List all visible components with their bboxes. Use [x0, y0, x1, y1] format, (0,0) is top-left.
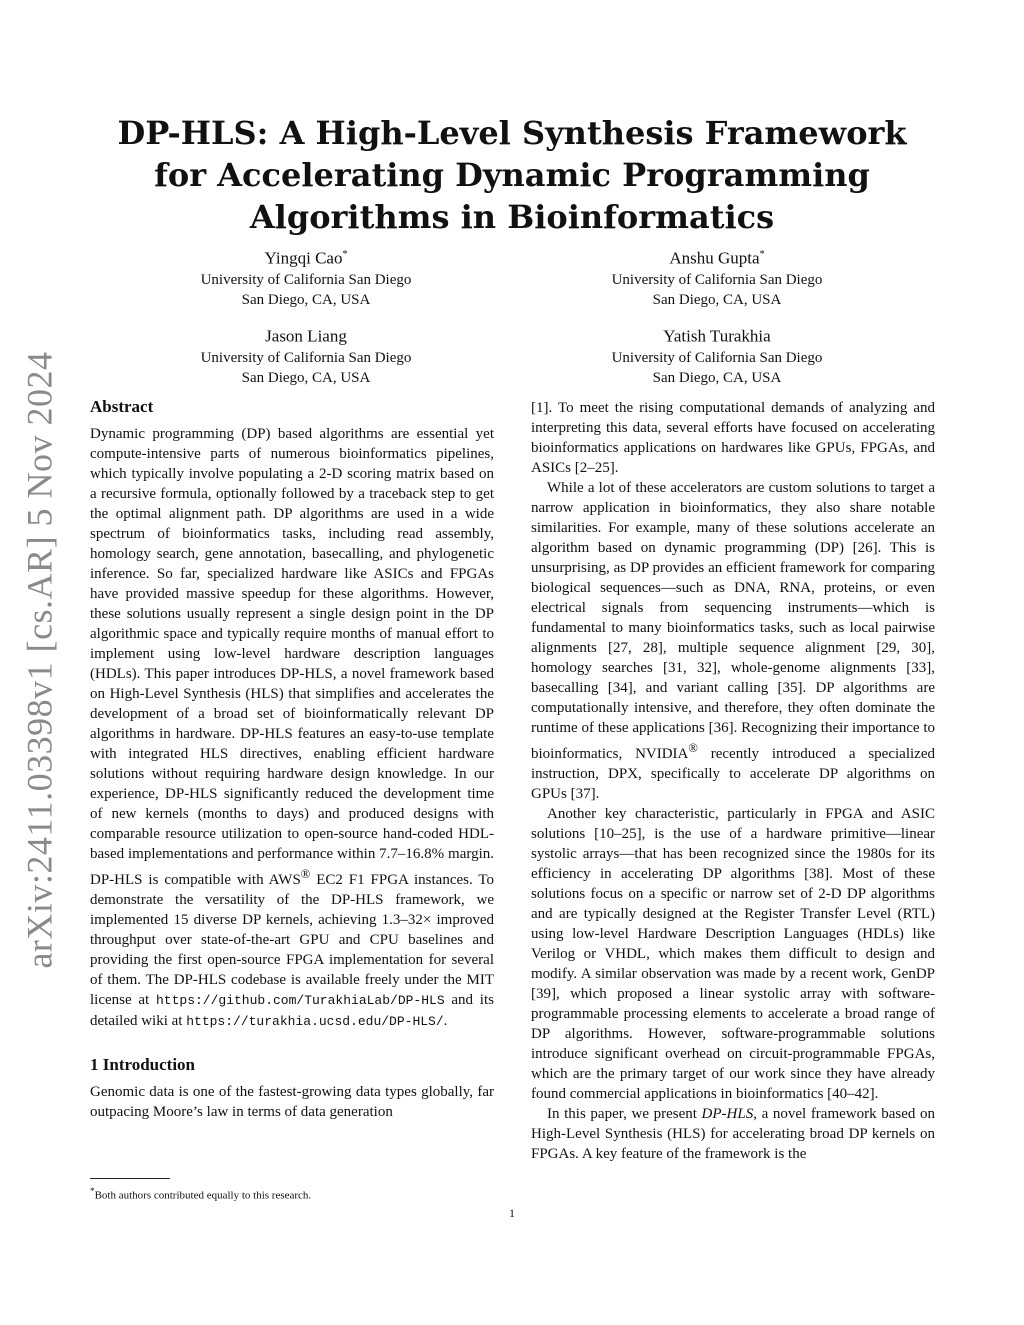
- introduction-paragraph: Genomic data is one of the fastest-growing data types globally, far outpacing Moore’s law in terms of data generation: [90, 1084, 494, 1120]
- author-location: San Diego, CA, USA: [652, 291, 782, 308]
- footnote-divider: [90, 1178, 170, 1179]
- introduction-paragraph: In this paper, we present DP-HLS, a novel framework based on High-Level Synthesis (HLS) for accelerating broad DP kernels on FPGAs. A key feature of the framework is the: [531, 1106, 936, 1162]
- author-block: [156, 244, 456, 310]
- author-block: [567, 244, 867, 310]
- arxiv-identifier-stamp: [10, 351, 70, 969]
- arxiv-identifier-text: arXiv:2411.03398v1 [cs.AR] 5 Nov 2024: [20, 351, 61, 969]
- page-number: 1: [509, 1206, 515, 1220]
- author-name: Jason Liang: [265, 326, 347, 346]
- author-location: San Diego, CA, USA: [241, 291, 371, 308]
- author-location: San Diego, CA, USA: [652, 369, 782, 386]
- author-location: San Diego, CA, USA: [241, 369, 371, 386]
- author-block: [156, 322, 456, 388]
- author-block: [567, 322, 867, 388]
- paper-title: DP-HLS: A High-Level Synthesis Framework for Accelerating Dynamic Programming Algorithms in Bioinformatics: [117, 114, 907, 236]
- author-name: Yatish Turakhia: [663, 326, 771, 346]
- introduction-paragraph: While a lot of these accelerators are custom solutions to target a narrow application in bioinformatics, they also share notable similarities. For example, many of these solutions accelerate an algorithm based on dynamic programming (DP) [26]. This is unsurprising, as DP provides an efficient framework for comparing biological sequences—such as DNA, RNA, proteins, or even electrical signals from sequencing instruments—which is fundamental to many bioinformatics tasks, such as local pairwise alignments [27, 28], multiple sequence alignment [29, 30], homology searches [31, 32], whole-genome alignments [33], basecalling [34], and variant calling [35]. DP algorithms are computationally intensive, and therefore, they often dominate the runtime of these applications [36]. Recognizing their importance to bioinformatics, NVIDIA® recently introduced a specialized instruction, DPX, specifically to accelerate DP algorithms on GPUs [37].: [531, 480, 935, 802]
- introduction-paragraph: [1]. To meet the rising computational demands of analyzing and interpreting this data, several efforts have focused on accelerating bioinformatics applications on hardwares like GPUs, FPGAs, and ASICs [2–25].: [531, 400, 935, 476]
- right-column: [531, 398, 935, 1164]
- wiki-url-link[interactable]: https://turakhia.ucsd.edu/DP-HLS/: [186, 1014, 444, 1029]
- introduction-paragraph: Another key characteristic, particularly in FPGA and ASIC solutions [10–25], is the use of a hardware primitive—linear systolic arrays—that has been recognized since the 1980s for its efficiency in accelerating DP algorithms [38]. Most of these solutions focus on a specific or narrow set of 2-D DP algorithms and are typically designed at the Register Transfer Level (RTL) using low-level Hardware Description Languages (HDLs) like Verilog or VHDL, which makes them difficult to design and modify. A similar observation was made by a recent work, GenDP [39], which proposed a linear systolic array with software-programmable processing elements to accelerate a broad range of DP algorithms. However, software-programmable solutions introduce significant overhead on circuit-programmable FPGAs, which are the primary target of our work since they have already found commercial applications in bioinformatics [40–42].: [531, 806, 935, 1102]
- author-affiliation: University of California San Diego: [611, 349, 823, 366]
- author-affiliation: University of California San Diego: [200, 349, 412, 366]
- author-name: Yingqi Cao*: [264, 248, 348, 268]
- author-affiliation: University of California San Diego: [611, 271, 823, 288]
- abstract-heading: Abstract: [90, 397, 154, 416]
- author-name: Anshu Gupta*: [669, 248, 765, 268]
- github-url-link[interactable]: https://github.com/TurakhiaLab/DP-HLS: [155, 993, 445, 1008]
- author-affiliation: University of California San Diego: [200, 271, 412, 288]
- left-column: [90, 396, 494, 1122]
- abstract-text: Dynamic programming (DP) based algorithms are essential yet compute-intensive parts of numerous bioinformatics pipelines, which typically involve populating a 2-D scoring matrix based on a recursive formula, optionally followed by a traceback step to get the optimal alignment path. DP algorithms are used in a wide spectrum of bioinformatics tasks, including read assembly, homology search, gene annotation, basecalling, and phylogenetic inference. So far, specialized hardware like ASICs and FPGAs have provided massive speedup for these algorithms. However, these solutions usually represent a single design point in the DP algorithmic space and typically require months of manual effort to implement using low-level hardware description languages (HDLs). This paper introduces DP-HLS, a novel framework based on High-Level Synthesis (HLS) that simplifies and accelerates the development of a broad set of bioinformatically relevant DP algorithms in hardware. DP-HLS features an easy-to-use template with integrated HLS directives, enabling efficient hardware solutions without requiring hardware design knowledge. In our experience, DP-HLS significantly reduced the development time of new kernels (months to days) and produced designs with comparable resource utilization to open-source hand-coded HDL-based implementations and performance within 7.7–16.8% margin. DP-HLS is compatible with AWS® EC2 F1 FPGA instances. To demonstrate the versatility of the DP-HLS framework, we implemented 15 diverse DP kernels, achieving 1.3–32× improved throughput over state-of-the-art GPU and CPU baselines and providing the first open-source FPGA implementation for several of them. The DP-HLS codebase is available freely under the MIT license at https://github.com/TurakhiaLab/DP-HLS and its detailed wiki at https://turakhia.ucsd.edu/DP-HLS/.: [90, 426, 494, 1029]
- footnote: *Both authors contributed equally to this research.: [90, 1186, 312, 1202]
- introduction-heading: 1 Introduction: [90, 1055, 196, 1074]
